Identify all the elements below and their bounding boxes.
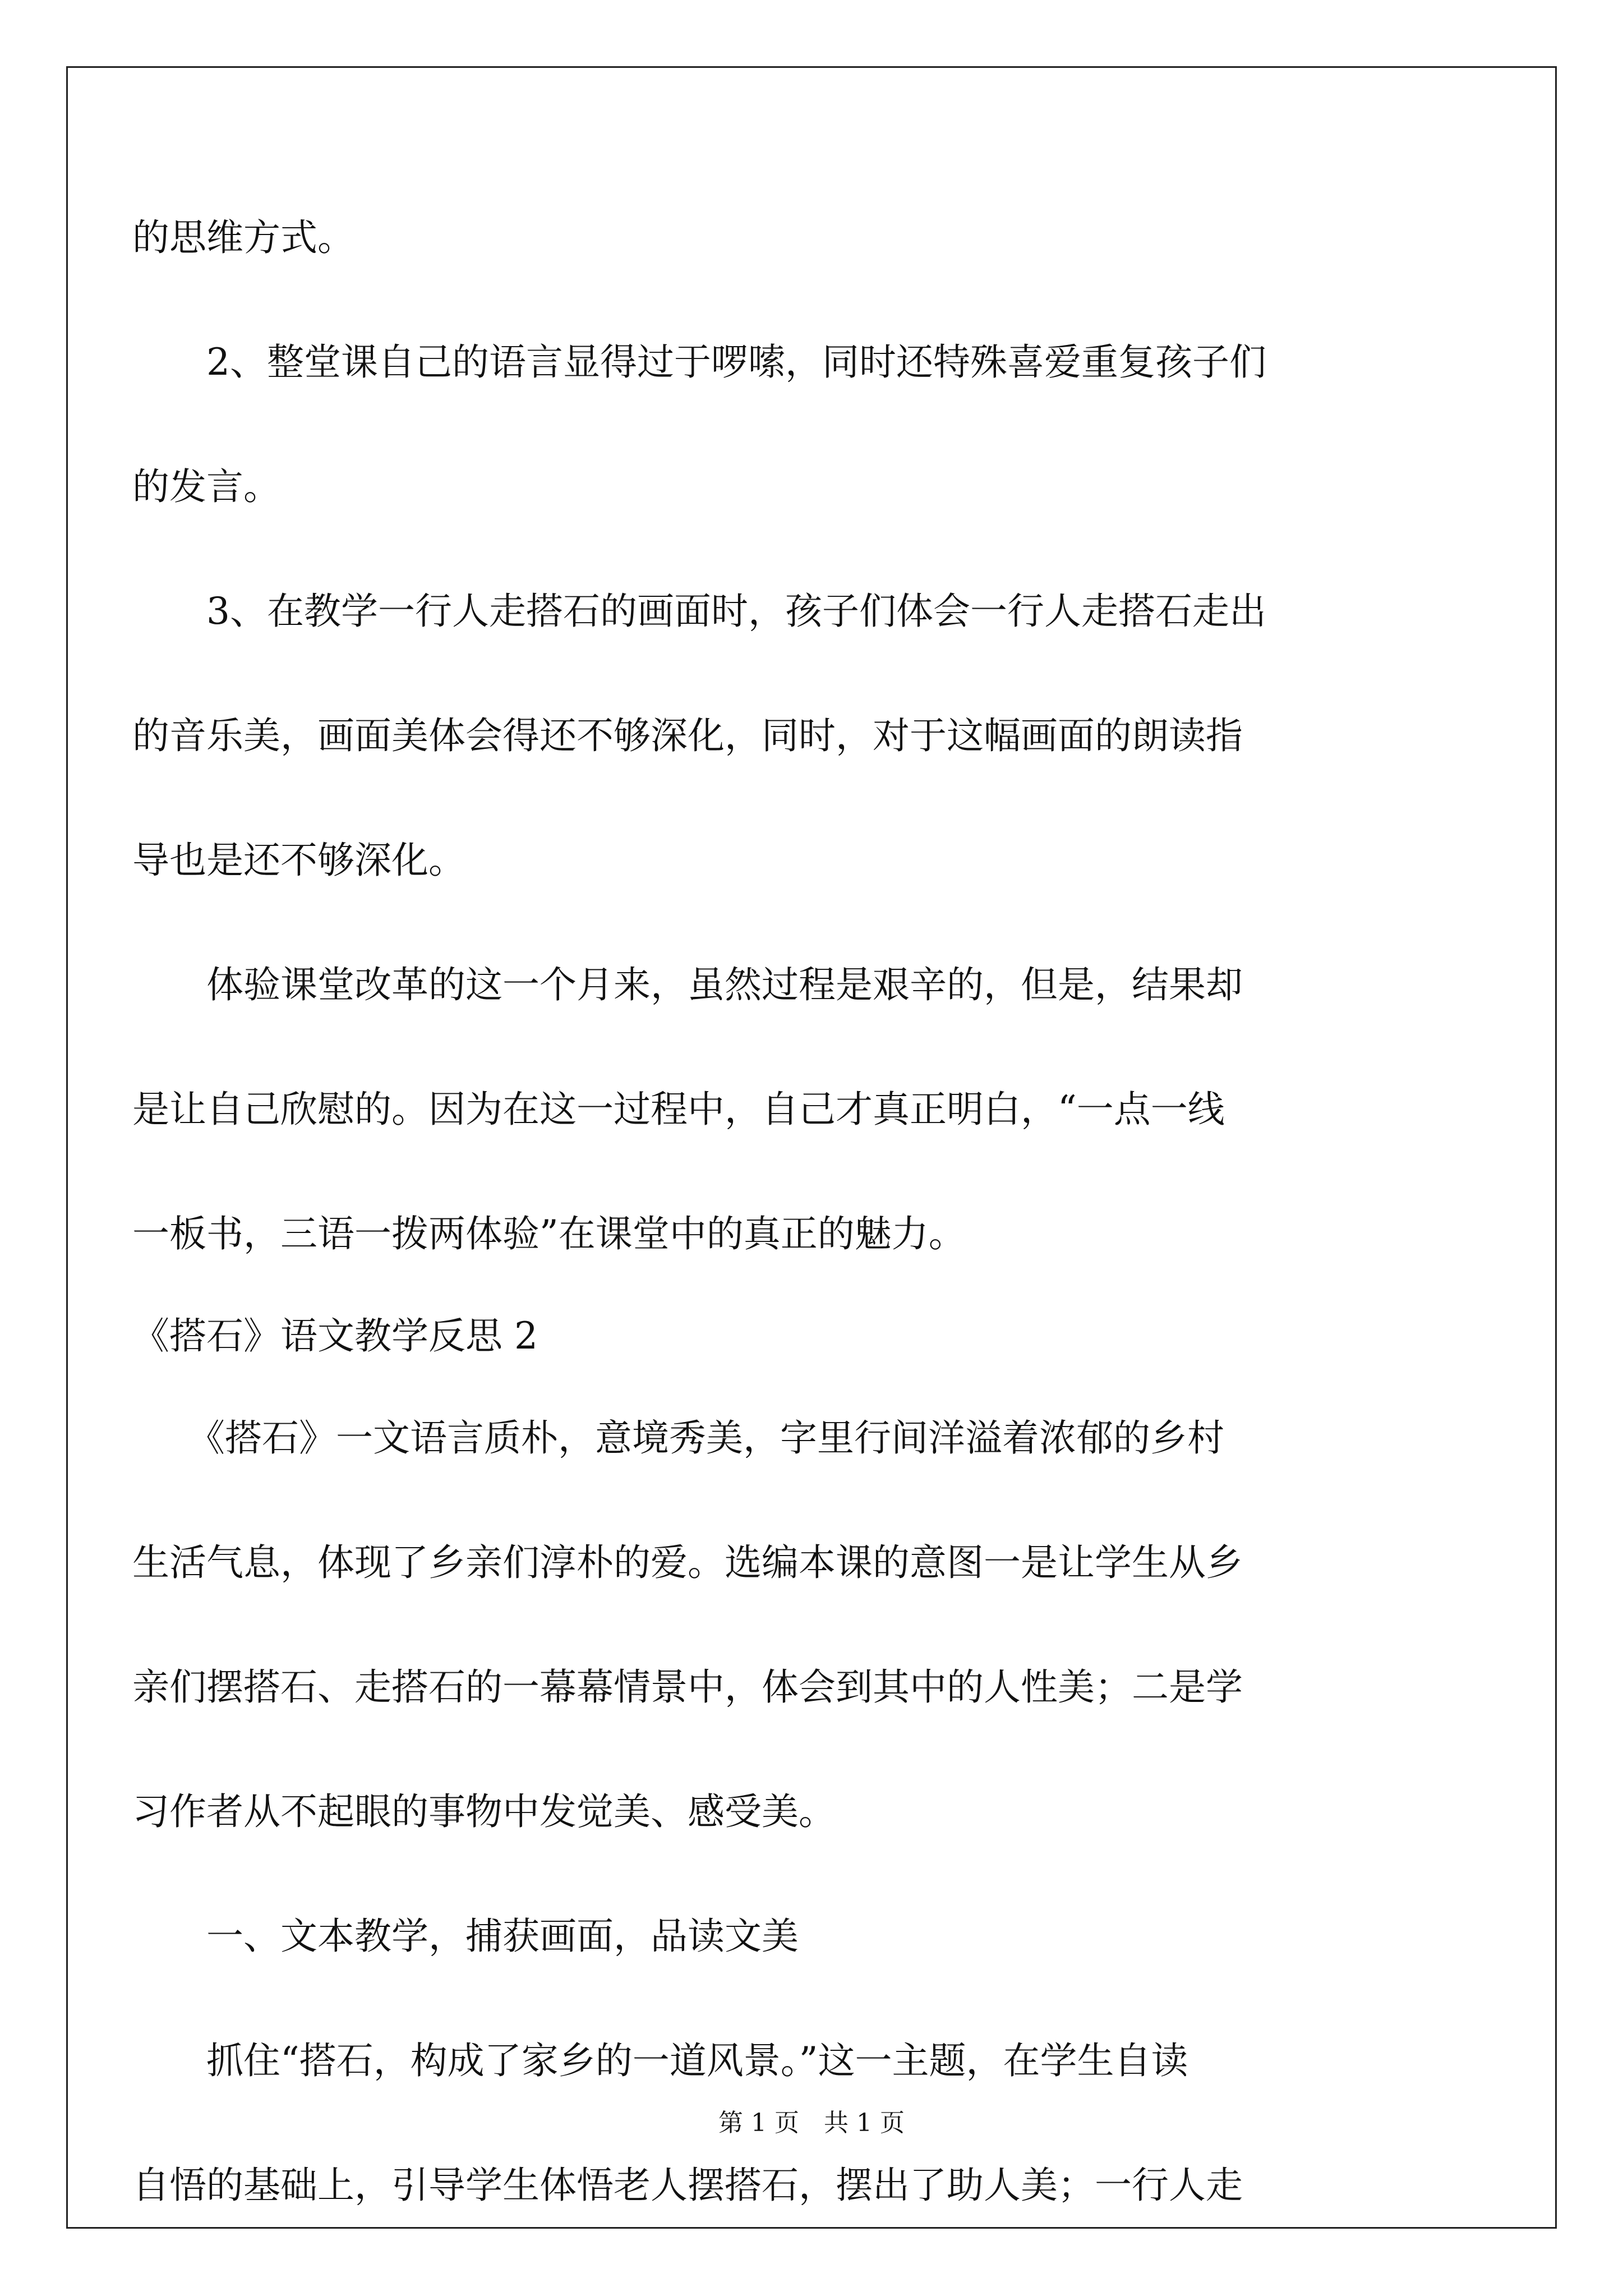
text-line: 一板书，三语一拨两体验”在课堂中的真正的魅力。 — [132, 1212, 966, 1255]
text-line: 是让自己欣慰的。因为在这一过程中，自己才真正明白，“一点一线 — [132, 1088, 1225, 1131]
text-line: 习作者从不起眼的事物中发觉美、感受美。 — [132, 1790, 836, 1833]
text-line: 《搭石》一文语言质朴，意境秀美，字里行间洋溢着浓郁的乡村 — [132, 1416, 1224, 1460]
text-line: 抓住“搭石，构成了家乡的一道风景。”这一主题，在学生自读 — [132, 2039, 1188, 2082]
text-line: 的发言。 — [132, 465, 280, 508]
text-line: 的思维方式。 — [132, 216, 354, 259]
text-line: 生活气息，体现了乡亲们淳朴的爱。选编本课的意图一是让学生从乡 — [132, 1541, 1243, 1584]
page-footer: 第 1 页 共 1 页 — [718, 2109, 905, 2137]
page-border — [66, 66, 1557, 2229]
text-line: 亲们摆搭石、走搭石的一幕幕情景中，体会到其中的人性美；二是学 — [132, 1665, 1243, 1709]
text-line: 体验课堂改革的这一个月来，虽然过程是艰辛的，但是，结果却 — [132, 963, 1243, 1006]
text-line: 的音乐美，画面美体会得还不够深化，同时，对于这幅画面的朗读指 — [132, 714, 1243, 757]
text-line: 自悟的基础上，引导学生体悟老人摆搭石，摆出了助人美；一行人走 — [132, 2164, 1243, 2207]
section-heading: 《搭石》语文教学反思 2 — [132, 1314, 538, 1358]
text-line: 一、文本教学，捕获画面，品读文美 — [132, 1915, 799, 1958]
text-line: 2、整堂课自己的语言显得过于啰嗦，同时还特殊喜爱重复孩子们 — [132, 341, 1266, 384]
text-line: 3、在教学一行人走搭石的画面时，孩子们体会一行人走搭石走出 — [132, 590, 1266, 633]
text-line: 导也是还不够深化。 — [132, 839, 465, 882]
